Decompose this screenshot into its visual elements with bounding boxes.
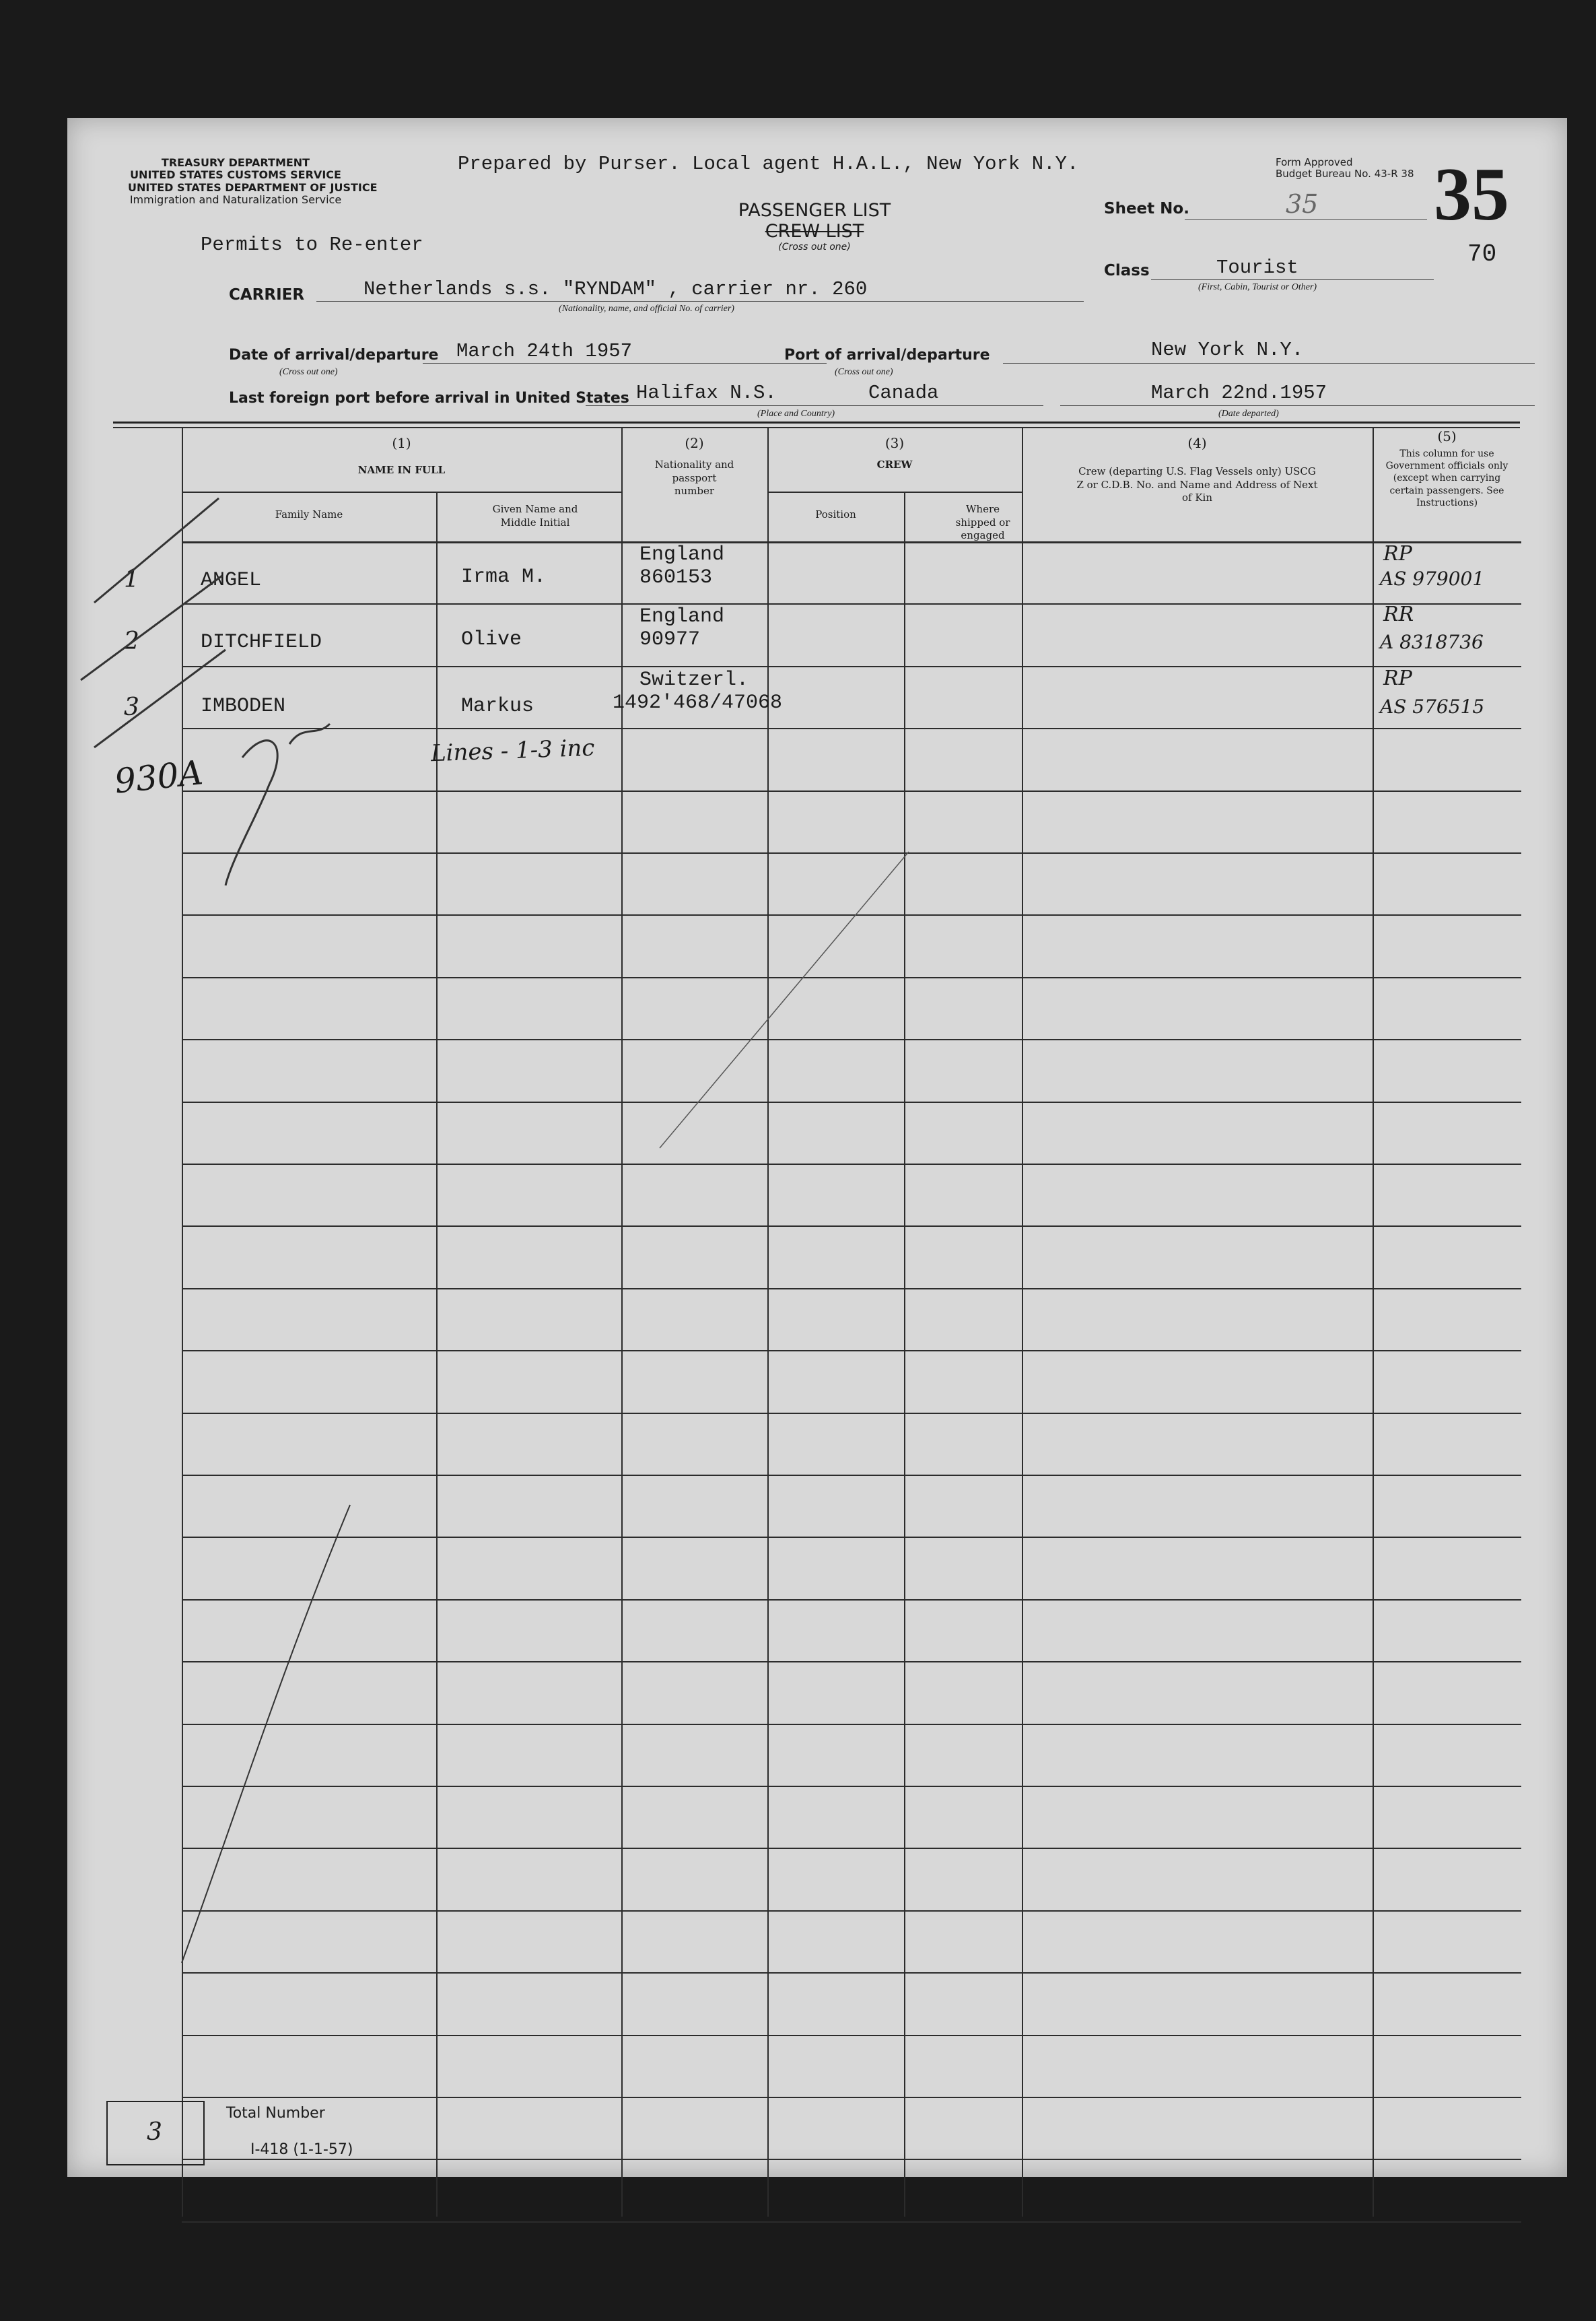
long-diagonal bbox=[182, 1505, 350, 1963]
row-rule bbox=[182, 1786, 1521, 1787]
row-rule bbox=[182, 1599, 1521, 1601]
col2-header bbox=[621, 434, 767, 498]
form-approved-line-2: Budget Bureau No. 43-R 38 bbox=[1276, 167, 1414, 180]
col3-subheader-rule bbox=[767, 492, 1022, 493]
row-rule bbox=[182, 666, 1521, 667]
header-rule-top bbox=[113, 422, 1520, 424]
row-1-nationality: England bbox=[639, 543, 725, 566]
col1-subheader-rule bbox=[182, 492, 621, 493]
row-rule bbox=[182, 1102, 1521, 1103]
carrier-underline bbox=[316, 301, 1084, 302]
row-2-nationality: England bbox=[639, 605, 725, 628]
row-3-family: IMBODEN bbox=[201, 695, 286, 718]
form-title bbox=[714, 200, 915, 253]
date-arrival-value: March 24th 1957 bbox=[456, 340, 633, 362]
col3-header bbox=[767, 434, 1022, 472]
permits-note: Permits to Re-enter bbox=[201, 234, 423, 256]
row-rule bbox=[182, 1848, 1521, 1849]
last-country-value: Canada bbox=[868, 382, 939, 404]
date-departed-underline bbox=[1060, 405, 1535, 406]
row-rule bbox=[182, 791, 1521, 792]
lines-annotation: Lines - 1-3 inc bbox=[430, 734, 596, 768]
class-underline bbox=[1151, 279, 1434, 280]
col5-number: (5) bbox=[1437, 428, 1457, 444]
agency-line-3: UNITED STATES DEPARTMENT OF JUSTICE bbox=[128, 180, 378, 194]
col3-title: CREW bbox=[876, 459, 913, 471]
date-departed-hint: (Date departed) bbox=[1218, 409, 1279, 419]
col1b-header: Given Name and Middle Initial bbox=[492, 503, 578, 529]
row-3-given: Markus bbox=[461, 695, 534, 718]
date-arrival-label: Date of arrival/departure bbox=[229, 347, 439, 364]
form-number: I-418 (1-1-57) bbox=[250, 2141, 353, 2158]
col-divider-4-5 bbox=[1373, 428, 1374, 2217]
agency-line-1: TREASURY DEPARTMENT bbox=[161, 156, 310, 169]
row-rule bbox=[182, 1039, 1521, 1040]
col2-number: (2) bbox=[685, 435, 704, 451]
faint-diagonal bbox=[660, 852, 909, 1148]
initials-mark bbox=[225, 741, 277, 885]
row-rule bbox=[182, 1910, 1521, 1912]
port-arrival-value: New York N.Y. bbox=[1151, 339, 1304, 361]
row-rule bbox=[182, 1350, 1521, 1351]
col1-number: (1) bbox=[392, 435, 411, 451]
row-3-nationality: Switzerl. bbox=[639, 669, 749, 692]
passenger-list-title: PASSENGER LIST bbox=[738, 200, 891, 221]
col5-title: This column for use Government officials only (except when carrying certain passengers. See Instructions) bbox=[1385, 448, 1508, 508]
col2-title: Nationality and passport number bbox=[654, 459, 734, 497]
form-approved-line-1: Form Approved bbox=[1276, 156, 1353, 168]
col4-title: Crew (departing U.S. Flag Vessels only) USCG Z or C.D.B. No. and Name and Address of Next of Kin bbox=[1076, 465, 1318, 504]
row-rule bbox=[182, 1413, 1521, 1414]
row-1-official-2: AS 979001 bbox=[1380, 568, 1485, 590]
date-arrival-hint: (Cross out one) bbox=[279, 367, 338, 377]
row-1-family: ANGEL bbox=[201, 569, 262, 592]
col3a-header: Position bbox=[815, 508, 856, 520]
row-rule bbox=[182, 1972, 1521, 1974]
place-hint: (Place and Country) bbox=[757, 409, 835, 419]
col4-number: (4) bbox=[1187, 435, 1207, 451]
col1-header bbox=[182, 434, 621, 477]
row-2-given: Olive bbox=[461, 628, 522, 651]
total-number-label: Total Number bbox=[226, 2105, 325, 2122]
agency-line-4: Immigration and Naturalization Service bbox=[129, 193, 342, 207]
total-number-value: 3 bbox=[147, 2118, 162, 2146]
sheet-stamp: 35 bbox=[1434, 153, 1509, 236]
class-label: Class bbox=[1104, 262, 1150, 279]
header-rule-bottom bbox=[113, 427, 1520, 428]
port-arrival-hint: (Cross out one) bbox=[835, 367, 893, 377]
col5-header bbox=[1373, 428, 1521, 509]
row-rule bbox=[182, 1164, 1521, 1165]
col4-header bbox=[1022, 434, 1373, 505]
prepared-by: Prepared by Purser. Local agent H.A.L., New York N.Y. bbox=[458, 153, 1079, 175]
sheet-label: Sheet No. bbox=[1104, 200, 1189, 217]
date-arrival-underline bbox=[423, 363, 827, 364]
title-hint: (Cross out one) bbox=[778, 242, 851, 253]
row-1-official-1: RP bbox=[1383, 542, 1412, 566]
date-departed-value: March 22nd.1957 bbox=[1151, 382, 1327, 404]
last-port-value: Halifax N.S. bbox=[636, 382, 777, 404]
row-2-official-2: A 8318736 bbox=[1380, 631, 1484, 653]
row-1-passport: 860153 bbox=[639, 566, 713, 589]
class-value: Tourist bbox=[1216, 257, 1298, 279]
row-rule bbox=[182, 1537, 1521, 1538]
col-divider-left bbox=[182, 428, 183, 2217]
header-bottom-rule bbox=[182, 541, 1521, 543]
row-1-number: 1 bbox=[124, 566, 139, 593]
carrier-hint: (Nationality, name, and official No. of carrier) bbox=[559, 304, 734, 314]
row-rule bbox=[182, 914, 1521, 916]
row-rule bbox=[182, 1661, 1521, 1662]
col1a-header: Family Name bbox=[275, 508, 343, 520]
crew-list-title: CREW LIST bbox=[765, 221, 864, 242]
row-rule bbox=[182, 603, 1521, 605]
port-arrival-underline bbox=[1003, 363, 1535, 364]
row-rule bbox=[182, 1475, 1521, 1476]
agency-block bbox=[128, 156, 378, 207]
time-annotation: 930A bbox=[112, 753, 205, 801]
row-rule bbox=[182, 2035, 1521, 2036]
col-divider-3a-3b bbox=[904, 492, 905, 2217]
carrier-value: Netherlands s.s. "RYNDAM" , carrier nr. 260 bbox=[363, 278, 868, 300]
row-3-official-2: AS 576515 bbox=[1380, 696, 1485, 718]
col3-number: (3) bbox=[884, 435, 905, 451]
manifest-sheet bbox=[67, 118, 1567, 2177]
initials-mark-2 bbox=[289, 724, 330, 744]
class-hint: (First, Cabin, Tourist or Other) bbox=[1198, 282, 1317, 292]
row-rule bbox=[182, 852, 1521, 854]
row-3-passport: 1492'468/47068 bbox=[613, 692, 783, 714]
form-approved bbox=[1276, 157, 1414, 179]
row-rule bbox=[182, 728, 1521, 729]
col3b-header: Where shipped or engaged bbox=[955, 503, 1010, 541]
row-2-passport: 90977 bbox=[639, 628, 701, 651]
row-rule bbox=[182, 1724, 1521, 1725]
class-number: 70 bbox=[1467, 240, 1497, 268]
row-rule bbox=[182, 2221, 1521, 2223]
last-port-underline bbox=[586, 405, 1043, 406]
row-rule bbox=[182, 2159, 1521, 2160]
sheet-underline bbox=[1185, 219, 1427, 220]
row-3-number: 3 bbox=[124, 694, 139, 721]
col-divider-3-4 bbox=[1022, 428, 1023, 2217]
row-2-number: 2 bbox=[124, 628, 139, 655]
row-rule bbox=[182, 1288, 1521, 1289]
sheet-no-handwritten: 35 bbox=[1286, 189, 1319, 219]
row-2-family: DITCHFIELD bbox=[201, 631, 322, 654]
row-rule bbox=[182, 2097, 1521, 2098]
agency-line-2: UNITED STATES CUSTOMS SERVICE bbox=[130, 168, 341, 182]
port-arrival-label: Port of arrival/departure bbox=[784, 347, 990, 364]
row-3-official-1: RP bbox=[1383, 667, 1412, 690]
row-rule bbox=[182, 1225, 1521, 1227]
row-rule bbox=[182, 977, 1521, 978]
carrier-label: CARRIER bbox=[229, 286, 305, 304]
row-1-given: Irma M. bbox=[461, 566, 547, 588]
row-2-official-1: RR bbox=[1383, 603, 1414, 626]
col1-title: NAME IN FULL bbox=[357, 464, 446, 476]
last-port-label: Last foreign port before arrival in United States bbox=[229, 390, 629, 407]
total-number-box bbox=[106, 2101, 205, 2165]
